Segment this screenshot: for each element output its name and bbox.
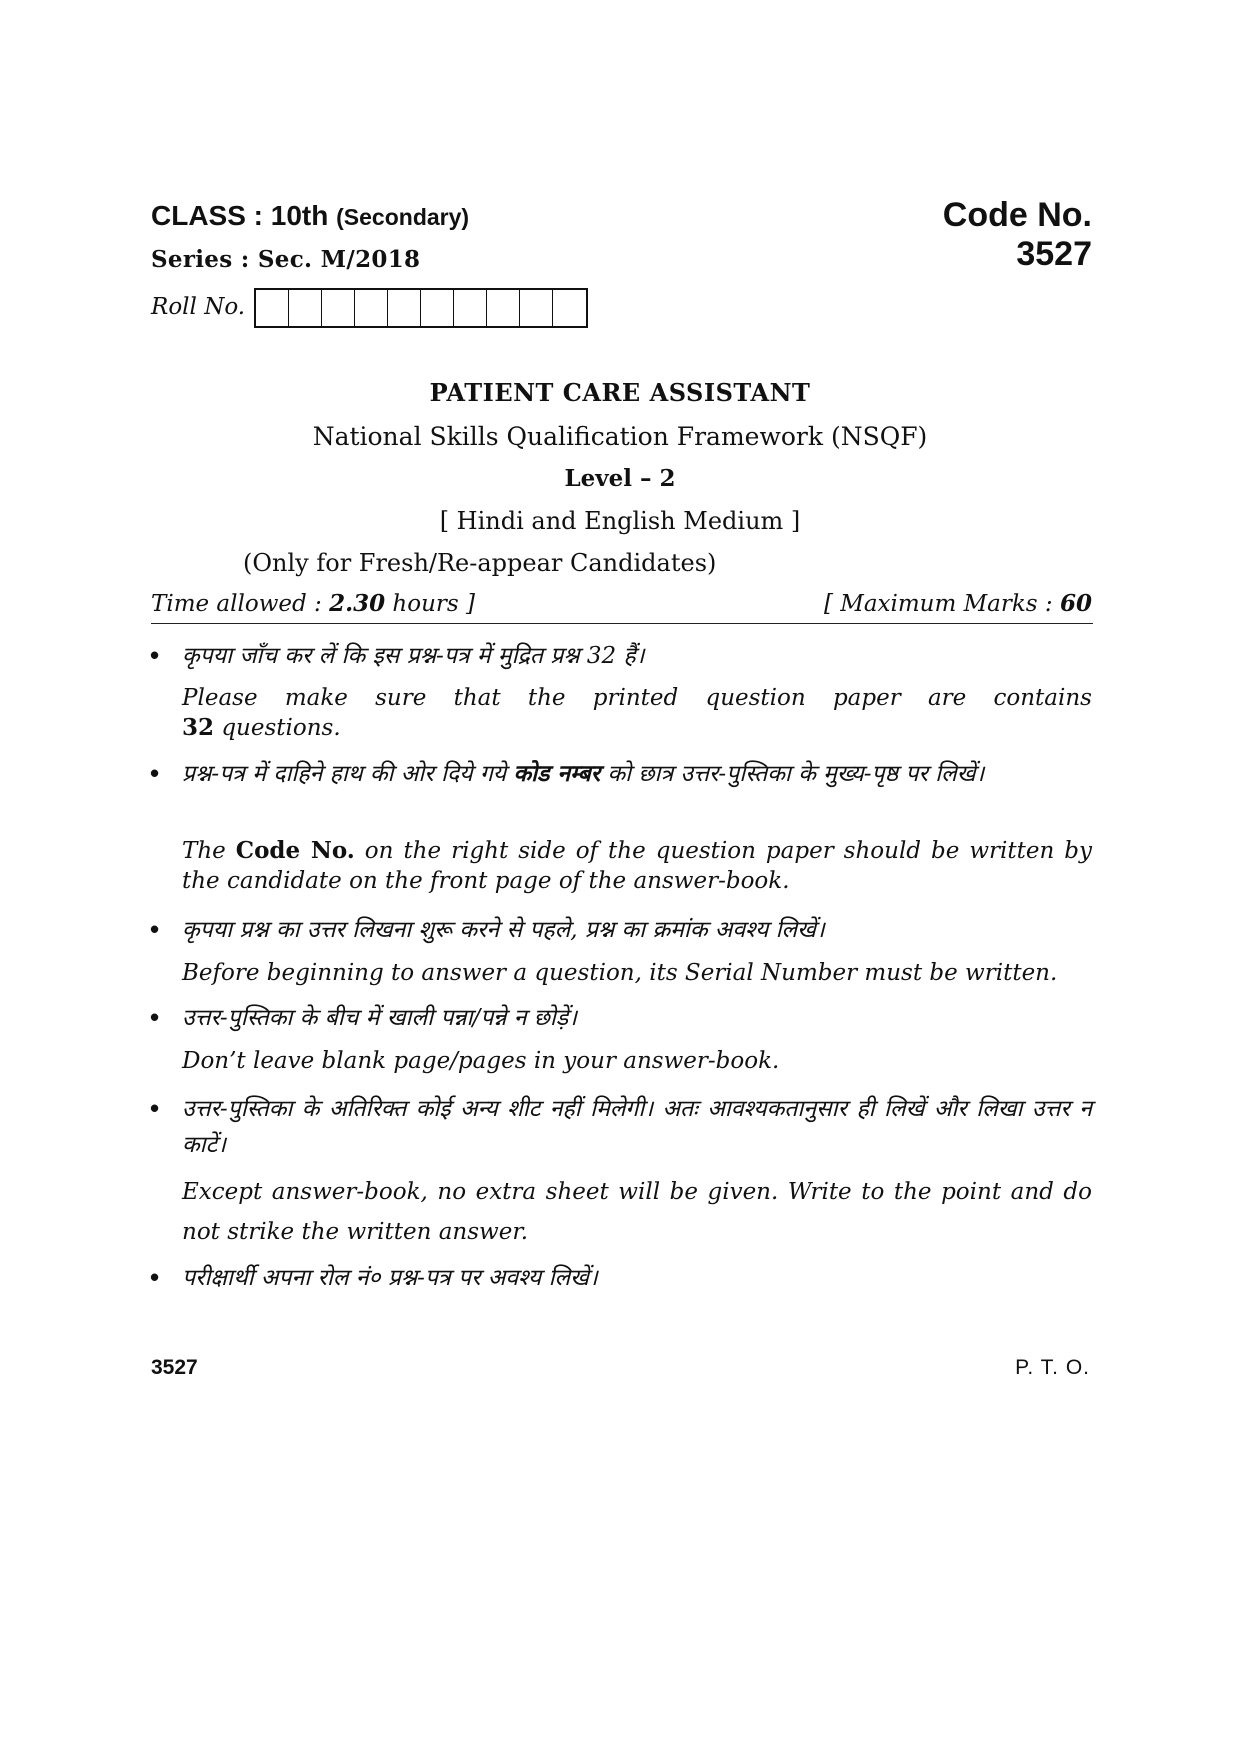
roll-box[interactable] <box>520 290 553 326</box>
maximum-marks <box>700 590 1092 617</box>
instruction-1-hindi: कृपया जाँच कर लें कि इस प्रश्न-पत्र में मुद्रित प्रश्न 32 हैं। <box>182 643 645 669</box>
bullet-icon: • <box>150 640 160 670</box>
instruction-2-english-bold: Code No. <box>235 837 355 864</box>
level-line: Level – 2 <box>564 465 676 492</box>
instruction-4-english: Don’t leave blank page/pages in your answer-book. <box>182 1048 780 1074</box>
roll-number-boxes[interactable] <box>254 288 588 328</box>
instruction-2-hindi-bold: कोड नम्बर <box>513 760 601 787</box>
time-suffix: hours ] <box>385 591 475 617</box>
roll-box[interactable] <box>322 290 355 326</box>
roll-box[interactable] <box>289 290 322 326</box>
instruction-2-english-b: on the right side of the question paper should be written by the candidate on the front page of the answer-book. <box>182 838 1093 894</box>
instruction-1-english-cont <box>182 713 1092 743</box>
instruction-3-hindi: कृपया प्रश्न का उत्तर लिखना शुरू करने से पहले, प्रश्न का क्रमांक अवश्य लिखें। <box>182 917 825 943</box>
series-line: Series : Sec. M/2018 <box>151 246 421 273</box>
roll-box[interactable] <box>553 290 586 326</box>
class-note: (Secondary) <box>336 204 470 230</box>
class-heading <box>151 200 469 232</box>
header-divider <box>151 623 1093 624</box>
roll-box[interactable] <box>487 290 520 326</box>
class-label: CLASS : 10th <box>151 200 329 231</box>
instruction-2-hindi-a: प्रश्न-पत्र में दाहिने हाथ की ओर दिये गये <box>182 761 514 787</box>
marks-value: 60 <box>1059 590 1092 617</box>
bullet-icon: • <box>150 1262 160 1292</box>
time-prefix: Time allowed : <box>151 591 330 617</box>
marks-prefix: [ Maximum Marks : <box>823 591 1060 617</box>
instruction-5-hindi: उत्तर-पुस्तिका के अतिरिक्त कोई अन्य शीट नहीं मिलेगी। अतः आवश्यकतानुसार ही लिखें और लिखा उत्तर न काटें। <box>182 1096 1092 1158</box>
footer-code: 3527 <box>151 1356 198 1379</box>
instruction-2-english-a: The <box>182 838 236 864</box>
instruction-2-hindi <box>182 756 1092 792</box>
bullet-icon: • <box>150 1093 160 1123</box>
roll-box[interactable] <box>256 290 289 326</box>
bullet-icon: • <box>150 914 160 944</box>
instruction-6-hindi: परीक्षार्थी अपना रोल नं० प्रश्न-पत्र पर अवश्य लिखें। <box>182 1265 598 1291</box>
instruction-5-english: Except answer-book, no extra sheet will be given. Write to the point and do not strike the written answer. <box>182 1179 1092 1245</box>
roll-label: Roll No. <box>151 294 246 320</box>
time-allowed <box>151 590 475 617</box>
instruction-2-hindi-b: को छात्र उत्तर-पुस्तिका के मुख्य-पृष्ठ पर लिखें। <box>600 761 985 787</box>
instruction-1-english-rest: questions. <box>214 715 341 741</box>
time-value: 2.30 <box>329 590 386 617</box>
roll-box[interactable] <box>454 290 487 326</box>
roll-box[interactable] <box>421 290 454 326</box>
instruction-3-english: Before beginning to answer a question, its Serial Number must be written. <box>182 960 1058 986</box>
instruction-2-english <box>182 836 1092 896</box>
medium-line: [ Hindi and English Medium ] <box>439 507 801 535</box>
bullet-icon: • <box>150 1002 160 1032</box>
page-turn-note: P. T. O. <box>1015 1356 1090 1379</box>
instruction-4-hindi: उत्तर-पुस्तिका के बीच में खाली पन्ना/पन्ने न छोड़ें। <box>182 1005 577 1031</box>
roll-box[interactable] <box>355 290 388 326</box>
code-number: Code No. 3527 <box>942 196 1092 273</box>
bullet-icon: • <box>150 758 160 788</box>
roll-box[interactable] <box>388 290 421 326</box>
candidates-line: (Only for Fresh/Re-appear Candidates) <box>243 549 717 577</box>
framework-line: National Skills Qualification Framework (NSQF) <box>312 422 928 451</box>
question-count: 32 <box>182 714 215 741</box>
instruction-1-english: Please make sure that the printed question paper are contains <box>182 685 1092 711</box>
subject-title: PATIENT CARE ASSISTANT <box>429 378 811 407</box>
